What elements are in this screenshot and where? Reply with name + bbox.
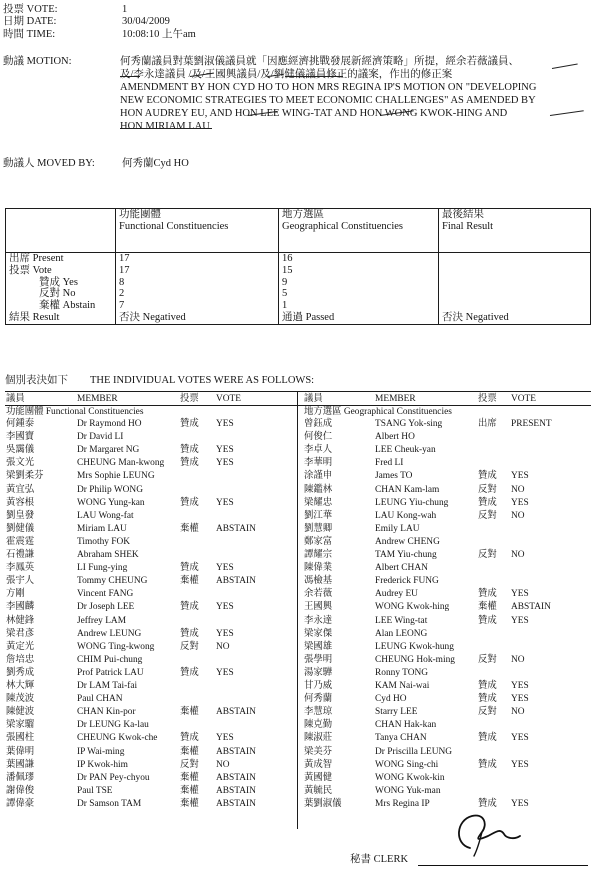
vote-chinese: 贊成: [180, 419, 199, 429]
vote-english: ABSTAIN: [216, 576, 256, 587]
vote-english: YES: [216, 458, 234, 469]
member-chinese-name: 陳鑑林: [304, 484, 333, 495]
member-chinese-name: 梁劉柔芬: [6, 471, 44, 482]
fc-values: 17 17 8 2 7 否決 Negatived: [116, 253, 279, 325]
vote-chinese: 贊成: [180, 667, 199, 678]
member-chinese-name: 梁君彥: [6, 628, 35, 639]
vote-english: ABSTAIN: [216, 785, 256, 796]
member-english-name: CHEUNG Kwok-che: [77, 733, 158, 744]
vote-english: YES: [511, 733, 529, 744]
member-chinese-name: 李鳳英: [6, 563, 35, 574]
member-english-name: Dr Priscilla LEUNG: [375, 746, 453, 757]
vote-english: ABSTAIN: [216, 707, 256, 718]
member-chinese-name: 黃國健: [304, 772, 333, 783]
result-table-corner: [6, 209, 116, 253]
member-english-name: CHAN Kin-por: [77, 707, 136, 718]
vote-chinese: 棄權: [180, 746, 199, 757]
vote-english: YES: [216, 628, 234, 639]
gc-col-member-zh: 議員: [304, 394, 323, 404]
individual-votes-title-en: THE INDIVIDUAL VOTES WERE AS FOLLOWS:: [90, 375, 315, 386]
vote-chinese: 贊成: [180, 458, 199, 469]
member-english-name: Miriam LAU: [77, 523, 127, 534]
member-english-name: Tanya CHAN: [375, 733, 427, 744]
member-english-name: WONG Kwok-hing: [375, 602, 450, 613]
vote-chinese: 反對: [478, 484, 497, 495]
moved-by-label: 動議人 MOVED BY:: [3, 158, 95, 169]
motion-line: HON MIRIAM LAU: [120, 121, 210, 132]
member-chinese-name: 譚耀宗: [304, 550, 333, 560]
vote-chinese: 出席: [478, 419, 497, 429]
member-chinese-name: 梁家傑: [304, 628, 333, 639]
member-chinese-name: 吳靄儀: [6, 445, 35, 456]
member-chinese-name: 湯家驊: [304, 667, 333, 678]
member-english-name: KAM Nai-wai: [375, 681, 430, 691]
vote-english: YES: [511, 615, 529, 626]
vote-english: NO: [216, 641, 230, 652]
fc-col-member-zh: 議員: [6, 394, 25, 404]
member-english-name: Starry LEE: [375, 707, 418, 718]
fc-col-vote-en: VOTE: [216, 394, 241, 404]
vote-chinese: 反對: [180, 759, 199, 770]
member-chinese-name: 梁國雄: [304, 641, 333, 652]
vote-chinese: 贊成: [180, 563, 199, 574]
vote-chinese: 贊成: [478, 681, 497, 691]
vote-english: YES: [511, 798, 529, 809]
member-english-name: CHEUNG Hok-ming: [375, 654, 455, 665]
member-english-name: Frederick FUNG: [375, 576, 439, 587]
member-english-name: CHEUNG Man-kwong: [77, 458, 165, 469]
member-chinese-name: 劉秀成: [6, 667, 35, 678]
member-english-name: Andrew CHENG: [375, 536, 440, 547]
member-english-name: Albert CHAN: [375, 563, 428, 574]
fc-col-vote-zh: 投票: [180, 394, 199, 404]
vote-chinese: 反對: [478, 510, 497, 521]
fc-col-member-en: MEMBER: [77, 394, 118, 404]
vote-english: YES: [216, 602, 234, 613]
member-english-name: Jeffrey LAM: [77, 615, 127, 626]
vote-chinese: 贊成: [478, 733, 497, 744]
vote-english: NO: [511, 654, 525, 665]
member-chinese-name: 王國興: [304, 602, 333, 613]
member-english-name: TAM Yiu-chung: [375, 550, 437, 560]
member-english-name: Tommy CHEUNG: [77, 576, 148, 587]
member-english-name: Andrew LEUNG: [77, 628, 142, 639]
vote-english: ABSTAIN: [511, 602, 551, 613]
member-english-name: LEE Cheuk-yan: [375, 445, 436, 456]
vote-chinese: 贊成: [478, 615, 497, 626]
member-chinese-name: 葉劉淑儀: [304, 798, 342, 809]
member-english-name: LEUNG Kwok-hung: [375, 641, 454, 652]
vote-english: NO: [511, 550, 525, 560]
member-chinese-name: 張學明: [304, 654, 333, 665]
member-english-name: Timothy FOK: [77, 536, 131, 547]
member-chinese-name: 霍震霆: [6, 536, 35, 547]
member-chinese-name: 謝偉俊: [6, 785, 35, 796]
member-chinese-name: 葉偉明: [6, 746, 35, 757]
member-chinese-name: 鄭家富: [304, 536, 333, 547]
vote-number-label: 投票 VOTE:: [3, 4, 58, 15]
vote-english: YES: [216, 563, 234, 574]
member-chinese-name: 黃毓民: [304, 785, 333, 796]
moved-by-value: 何秀蘭Cyd HO: [122, 158, 189, 169]
gc-section-heading: 地方選區 Geographical Constituencies: [304, 407, 452, 417]
member-chinese-name: 譚偉豪: [6, 798, 35, 809]
final-values: 否決 Negatived: [439, 253, 591, 325]
motion-line: HON AUDREY EU, AND HON LEE WING-TAT AND HON WONG KWOK-HING AND: [120, 108, 508, 119]
vote-chinese: 贊成: [180, 733, 199, 744]
fc-column-header: 功能團體 Functional Constituencies: [116, 209, 279, 253]
member-chinese-name: 李慧琼: [304, 707, 333, 718]
vote-english: YES: [511, 589, 529, 600]
member-chinese-name: 劉慧卿: [304, 523, 333, 534]
member-english-name: LEUNG Yiu-chung: [375, 497, 449, 508]
vote-english: YES: [216, 733, 234, 744]
member-english-name: TSANG Yok-sing: [375, 419, 443, 429]
member-english-name: WONG Kwok-kin: [375, 772, 445, 783]
vote-english: YES: [511, 471, 529, 482]
motion-line: 及/李永達議員 /及/王國興議員/及/劉健儀議員修正的議案，作出的修正案: [120, 69, 453, 80]
strike-mark: [550, 110, 584, 116]
member-chinese-name: 黃宜弘: [6, 484, 35, 495]
vote-english: YES: [511, 694, 529, 705]
member-english-name: James TO: [375, 471, 413, 482]
vote-chinese: 反對: [478, 550, 497, 560]
row-labels: 出席 Present 投票 Vote 贊成 Yes 反對 No 棄權 Abstain 結果 Result: [6, 253, 116, 325]
member-english-name: LAU Wong-fat: [77, 510, 134, 521]
member-chinese-name: 石禮謙: [6, 550, 35, 560]
member-english-name: WONG Yung-kan: [77, 497, 145, 508]
vote-english: PRESENT: [511, 419, 552, 429]
clerk-signature: [444, 806, 530, 864]
member-english-name: LEE Wing-tat: [375, 615, 428, 626]
vote-english: NO: [511, 484, 525, 495]
member-english-name: Albert HO: [375, 432, 415, 443]
member-chinese-name: 余若薇: [304, 589, 333, 600]
vote-chinese: 贊成: [180, 628, 199, 639]
fc-section-heading: 功能團體 Functional Constituencies: [6, 407, 144, 417]
member-chinese-name: 涂謹申: [304, 471, 333, 482]
votes-top-rule: [5, 391, 591, 392]
vote-english: NO: [216, 759, 230, 770]
member-chinese-name: 方剛: [6, 589, 25, 600]
member-chinese-name: 林大輝: [6, 681, 35, 691]
member-english-name: WONG Yuk-man: [375, 785, 441, 796]
result-table: [5, 208, 591, 325]
member-english-name: Paul CHAN: [77, 694, 123, 705]
member-chinese-name: 梁美芬: [304, 746, 333, 757]
member-english-name: Dr LAM Tai-fai: [77, 681, 138, 691]
vote-chinese: 棄權: [180, 772, 199, 783]
member-english-name: Dr LEUNG Ka-lau: [77, 720, 149, 731]
motion-line: NEW ECONOMIC STRATEGIES TO MEET ECONOMIC CHALLENGES" AS AMENDED BY: [120, 95, 536, 106]
member-chinese-name: 葉國謙: [6, 759, 35, 770]
motion-label: 動議 MOTION:: [3, 56, 72, 67]
member-chinese-name: 劉皇發: [6, 510, 35, 521]
member-chinese-name: 李國麟: [6, 602, 35, 613]
motion-line: AMENDMENT BY HON CYD HO TO HON MRS REGINA IP'S MOTION ON "DEVELOPING: [120, 82, 537, 93]
strike-mark: [120, 76, 140, 77]
member-english-name: Abraham SHEK: [77, 550, 139, 560]
member-english-name: Dr David LI: [77, 432, 124, 443]
member-chinese-name: 曾鈺成: [304, 419, 333, 429]
vote-english: YES: [511, 759, 529, 770]
vote-english: NO: [511, 510, 525, 521]
gc-column-header: 地方選區 Geographical Constituencies: [279, 209, 439, 253]
member-english-name: Dr PAN Pey-chyou: [77, 772, 150, 783]
vote-chinese: 贊成: [478, 798, 497, 809]
member-chinese-name: 張宇人: [6, 576, 35, 587]
vote-chinese: 反對: [478, 654, 497, 665]
member-chinese-name: 林健鋒: [6, 615, 35, 626]
vote-chinese: 贊成: [180, 445, 199, 456]
member-chinese-name: 陳茂波: [6, 694, 35, 705]
date-label: 日期 DATE:: [3, 16, 57, 27]
member-english-name: LAU Kong-wah: [375, 510, 437, 521]
vote-chinese: 棄權: [180, 798, 199, 809]
member-english-name: Dr Joseph LEE: [77, 602, 135, 613]
vote-chinese: 棄權: [180, 576, 199, 587]
member-english-name: Mrs Sophie LEUNG: [77, 471, 155, 482]
date-value: 30/04/2009: [122, 16, 170, 27]
vote-english: NO: [511, 707, 525, 718]
member-english-name: IP Wai-ming: [77, 746, 125, 757]
clerk-signature-line: [418, 865, 588, 866]
member-english-name: Cyd HO: [375, 694, 407, 705]
member-chinese-name: 張文光: [6, 458, 35, 469]
vote-english: YES: [216, 419, 234, 429]
member-english-name: Paul TSE: [77, 785, 113, 796]
time-label: 時間 TIME:: [3, 29, 56, 40]
vote-english: YES: [216, 667, 234, 678]
member-chinese-name: 何俊仁: [304, 432, 333, 443]
vote-chinese: 贊成: [478, 694, 497, 705]
member-english-name: Dr Raymond HO: [77, 419, 142, 429]
motion-line: 何秀蘭議員對葉劉淑儀議員就「因應經濟挑戰發展新經濟策略」所提，經余若薇議員、: [120, 56, 519, 67]
member-chinese-name: 潘佩璆: [6, 772, 35, 783]
member-english-name: Dr Philip WONG: [77, 484, 143, 495]
member-english-name: WONG Sing-chi: [375, 759, 439, 770]
vote-english: YES: [511, 497, 529, 508]
member-english-name: Ronny TONG: [375, 667, 429, 678]
member-english-name: IP Kwok-him: [77, 759, 128, 770]
member-english-name: Alan LEONG: [375, 628, 428, 639]
member-chinese-name: 馮檢基: [304, 576, 333, 587]
votes-column-divider: [297, 391, 298, 829]
clerk-label: 秘書 CLERK: [350, 854, 409, 865]
strike-mark: [552, 63, 578, 68]
member-english-name: Dr Margaret NG: [77, 445, 140, 456]
member-chinese-name: 梁耀忠: [304, 497, 333, 508]
member-chinese-name: 何秀蘭: [304, 694, 333, 705]
member-english-name: Audrey EU: [375, 589, 418, 600]
vote-chinese: 反對: [478, 707, 497, 718]
member-english-name: Prof Patrick LAU: [77, 667, 144, 678]
strike-mark: [285, 76, 343, 77]
member-chinese-name: 黃定光: [6, 641, 35, 652]
vote-chinese: 贊成: [478, 497, 497, 508]
member-chinese-name: 劉健儀: [6, 523, 35, 534]
member-chinese-name: 陳偉業: [304, 563, 333, 574]
gc-col-vote-zh: 投票: [478, 394, 497, 404]
member-english-name: CHIM Pui-chung: [77, 654, 143, 665]
vote-english: ABSTAIN: [216, 746, 256, 757]
vote-chinese: 贊成: [180, 497, 199, 508]
vote-chinese: 贊成: [478, 589, 497, 600]
member-chinese-name: 陳淑莊: [304, 733, 333, 744]
time-value: 10:08:10 上午am: [122, 29, 196, 40]
vote-chinese: 棄權: [478, 602, 497, 613]
member-chinese-name: 梁家騮: [6, 720, 35, 731]
member-chinese-name: 張國柱: [6, 733, 35, 744]
vote-chinese: 反對: [180, 641, 199, 652]
member-chinese-name: 詹培忠: [6, 654, 35, 665]
member-english-name: CHAN Hak-kan: [375, 720, 437, 731]
member-chinese-name: 何鍾泰: [6, 419, 35, 429]
member-chinese-name: 李國寶: [6, 432, 35, 443]
final-column-header: 最後結果 Final Result: [439, 209, 591, 253]
vote-english: YES: [216, 497, 234, 508]
gc-col-vote-en: VOTE: [511, 394, 536, 404]
member-english-name: Mrs Regina IP: [375, 798, 430, 809]
vote-chinese: 棄權: [180, 785, 199, 796]
member-english-name: WONG Ting-kwong: [77, 641, 155, 652]
member-chinese-name: 李卓人: [304, 445, 333, 456]
vote-english: ABSTAIN: [216, 523, 256, 534]
vote-number-value: 1: [122, 4, 128, 15]
member-english-name: Vincent FANG: [77, 589, 134, 600]
vote-chinese: 棄權: [180, 707, 199, 718]
member-english-name: Emily LAU: [375, 523, 420, 534]
member-chinese-name: 李永達: [304, 615, 333, 626]
member-chinese-name: 陳健波: [6, 707, 35, 718]
vote-english: YES: [216, 445, 234, 456]
member-english-name: Dr Samson TAM: [77, 798, 142, 809]
vote-english: YES: [511, 681, 529, 691]
vote-chinese: 贊成: [478, 471, 497, 482]
member-chinese-name: 劉江華: [304, 510, 333, 521]
member-english-name: LI Fung-ying: [77, 563, 128, 574]
member-english-name: CHAN Kam-lam: [375, 484, 440, 495]
gc-col-member-en: MEMBER: [375, 394, 416, 404]
vote-chinese: 棄權: [180, 523, 199, 534]
individual-votes-title-zh: 個別表決如下: [5, 375, 68, 386]
member-chinese-name: 黃成智: [304, 759, 333, 770]
vote-english: ABSTAIN: [216, 772, 256, 783]
member-chinese-name: 陳克勤: [304, 720, 333, 731]
vote-english: ABSTAIN: [216, 798, 256, 809]
vote-chinese: 贊成: [180, 602, 199, 613]
member-chinese-name: 甘乃威: [304, 681, 333, 691]
vote-chinese: 贊成: [478, 759, 497, 770]
member-chinese-name: 黃容根: [6, 497, 35, 508]
member-chinese-name: 李華明: [304, 458, 333, 469]
gc-values: 16 15 9 5 1 通過 Passed: [279, 253, 439, 325]
member-english-name: Fred LI: [375, 458, 404, 469]
strike-mark: [120, 128, 212, 129]
